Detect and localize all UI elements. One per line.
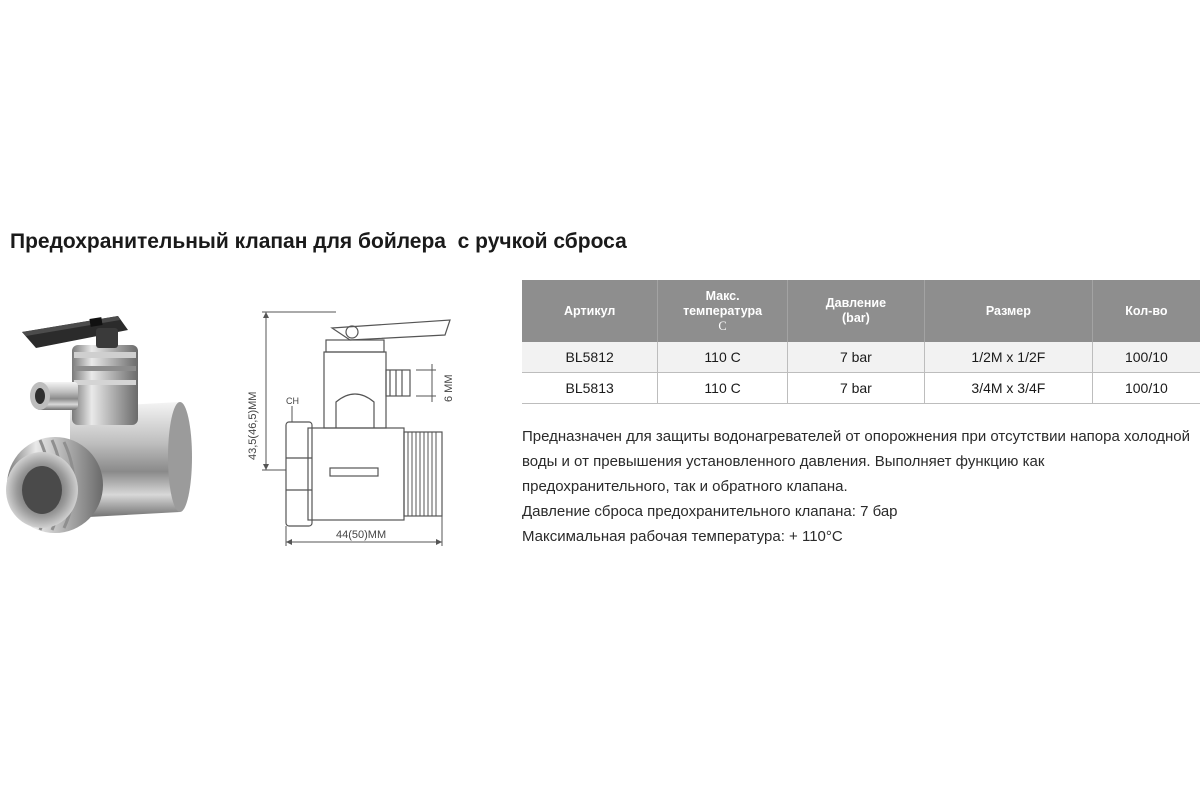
table-row xyxy=(522,342,1200,373)
valve-technical-drawing xyxy=(240,290,480,555)
header-pressure-line1: Давление xyxy=(825,296,887,310)
header-temperature-line2: температура xyxy=(683,303,763,318)
cell-article: BL5813 xyxy=(522,373,658,404)
description-purpose: Предназначен для защиты водонагревателей от опорожнения при отсутствии напора холодной воды и от превышения установленного давления. Выполняет функцию как предохранительного, так и обратного клапана. xyxy=(522,428,1191,495)
header-temperature xyxy=(658,280,788,342)
cell-qty: 100/10 xyxy=(1092,373,1200,404)
cell-temperature: 110 C xyxy=(658,342,788,373)
description-pressure: Давление сброса предохранительного клапана: 7 бар xyxy=(522,503,898,520)
description-temperature: Максимальная рабочая температура: + 110°C xyxy=(522,528,843,545)
header-size: Размер xyxy=(924,280,1092,342)
cell-size: 3/4M x 3/4F xyxy=(924,373,1092,404)
cell-size: 1/2M x 1/2F xyxy=(924,342,1092,373)
height-dimension-label: 43,5(46,5)MM xyxy=(247,391,259,460)
cell-temperature: 110 C xyxy=(658,373,788,404)
header-temperature-line1: Макс. xyxy=(705,288,740,303)
spec-table xyxy=(522,280,1200,404)
header-pressure-line2: (bar) xyxy=(842,311,870,325)
cell-pressure: 7 bar xyxy=(787,373,924,404)
page-title: Предохранительный клапан для бойлера с ручкой сброса xyxy=(10,230,627,253)
table-row xyxy=(522,373,1200,404)
wrench-size-label: CH xyxy=(286,396,299,406)
width-dimension-label: 44(50)MM xyxy=(336,529,387,541)
cell-pressure: 7 bar xyxy=(787,342,924,373)
cell-article: BL5812 xyxy=(522,342,658,373)
header-qty: Кол-во xyxy=(1092,280,1200,342)
header-article: Артикул xyxy=(522,280,658,342)
valve-photo xyxy=(0,290,215,580)
table-header-row xyxy=(522,280,1200,342)
outlet-dimension-label: 6 MM xyxy=(443,374,455,402)
cell-qty: 100/10 xyxy=(1092,342,1200,373)
header-pressure xyxy=(787,280,924,342)
product-description xyxy=(522,424,1192,549)
header-temperature-unit: C xyxy=(718,318,727,333)
